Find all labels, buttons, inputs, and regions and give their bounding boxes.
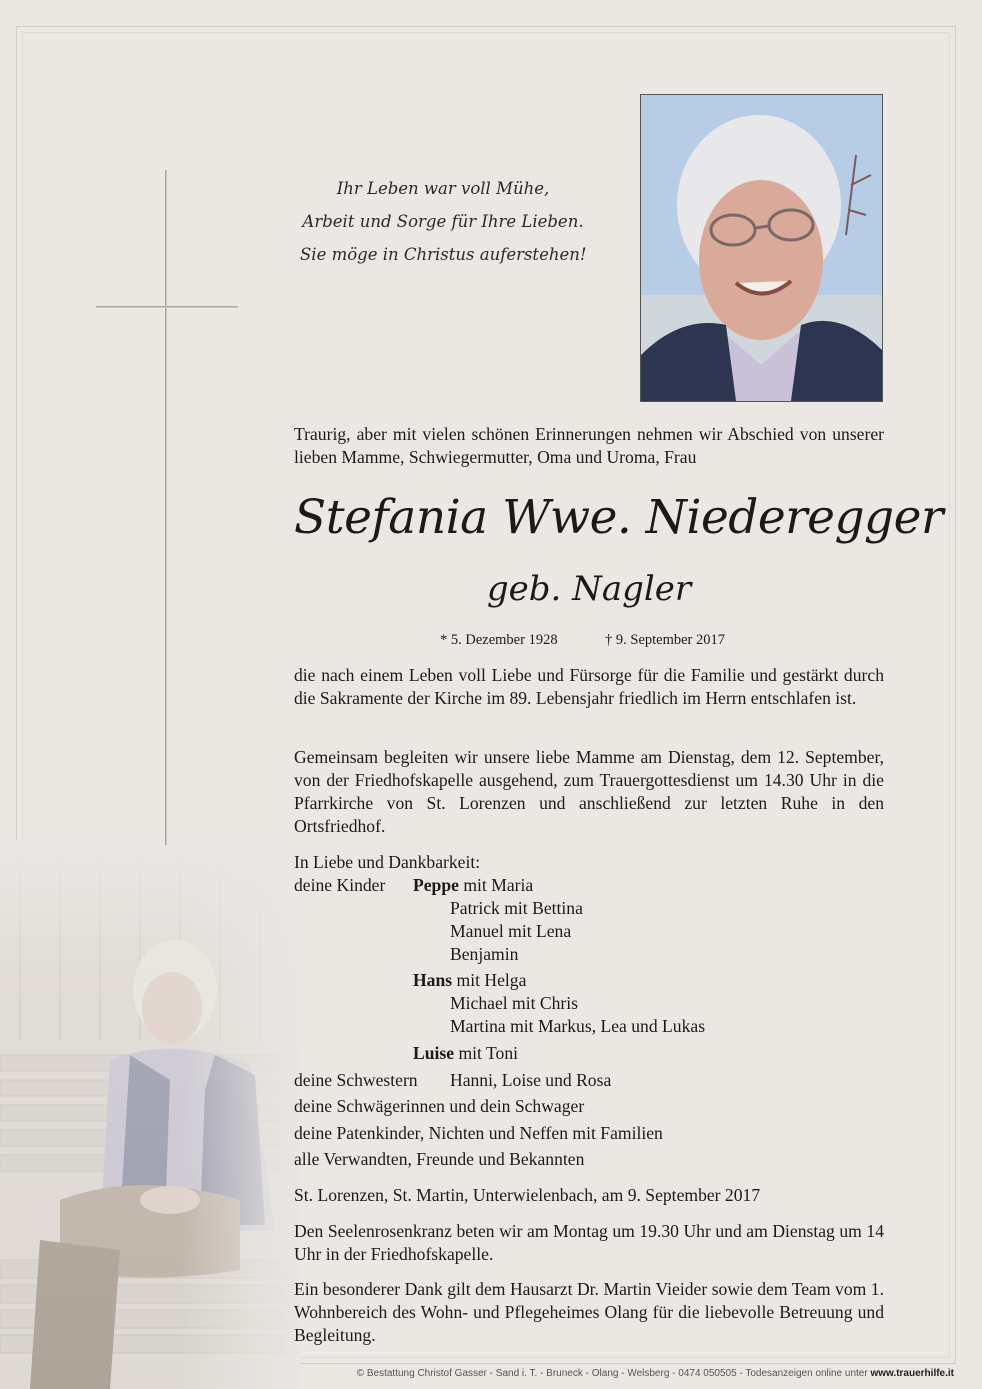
rosary-text: Den Seelenrosenkranz beten wir am Montag um 19.30 Uhr und am Dienstag um 14 Uhr in der Friedhofskapelle.: [294, 1221, 884, 1264]
family-partner: mit Maria: [463, 875, 534, 895]
portrait-photo: [640, 94, 883, 402]
family-member: Martina mit Markus, Lea und Lukas: [450, 1016, 706, 1036]
children-label: deine Kinder: [294, 875, 386, 895]
quote-line: Arbeit und Sorge für Ihre Lieben.: [302, 212, 584, 231]
family-head-name: Peppe: [413, 875, 459, 895]
footer-url[interactable]: www.trauerhilfe.it: [870, 1368, 954, 1379]
family-head-name: Hans: [413, 970, 453, 990]
intro-text: Traurig, aber mit vielen schönen Erinnerungen nehmen wir Abschied von unserer lieben Mamme, Schwiegermutter, Oma und Uroma, Frau: [294, 424, 884, 467]
deceased-name: Stefania Wwe. Niederegger: [294, 490, 943, 545]
footer: [290, 1367, 954, 1381]
death-date: † 9. September 2017: [605, 632, 726, 648]
cross-vertical-bar: [165, 170, 167, 845]
mourners-line: alle Verwandten, Freunde und Bekannten: [294, 1149, 585, 1169]
background-photo: [0, 840, 300, 1389]
maiden-name: geb. Nagler: [486, 569, 692, 609]
footer-text: © Bestattung Christof Gasser - Sand i. T. - Bruneck - Olang - Welsberg - 0474 050505 - Todesanzeigen online unter: [356, 1368, 868, 1379]
place-and-date: St. Lorenzen, St. Martin, Unterwielenbach, am 9. September 2017: [294, 1185, 761, 1205]
family-member: Michael mit Chris: [450, 993, 579, 1013]
family-hans: [413, 969, 526, 992]
birth-date: * 5. Dezember 1928: [440, 632, 558, 648]
quote-line: Sie möge in Christus auferstehen!: [300, 245, 587, 264]
sisters-label: deine Schwestern: [294, 1070, 418, 1090]
quote-line: Ihr Leben war voll Mühe,: [336, 179, 550, 198]
family-member: Manuel mit Lena: [450, 921, 572, 941]
family-partner: mit Toni: [458, 1043, 519, 1063]
mourners-line: deine Patenkinder, Nichten und Neffen mit Familien: [294, 1123, 663, 1143]
family-luise: [413, 1042, 518, 1065]
bench-photo-illustration: [0, 840, 300, 1389]
family-partner: mit Helga: [456, 970, 527, 990]
portrait-illustration: [641, 95, 882, 401]
sisters-names: Hanni, Loise und Rosa: [450, 1070, 612, 1090]
cross-horizontal-bar: [96, 306, 238, 308]
paragraph-funeral: Gemeinsam begleiten wir unsere liebe Mamme am Dienstag, dem 12. September, von der Friedhofskapelle ausgehend, zum Trauergottesdienst um 14.30 Uhr in die Pfarrkirche von St. Lorenzen und anschließend zur letzten Ruhe in den Ortsfriedhof.: [294, 747, 884, 836]
family-head-name: Luise: [413, 1043, 455, 1063]
paragraph-passing: die nach einem Leben voll Liebe und Fürsorge für die Familie und gestärkt durch die Sakramente der Kirche im 89. Lebensjahr friedlich im Herrn entschlafen ist.: [294, 665, 884, 708]
family-member: Patrick mit Bettina: [450, 898, 583, 918]
thanks-text: Ein besonderer Dank gilt dem Hausarzt Dr. Martin Vieider sowie dem Team vom 1. Wohnbereich des Wohn- und Pflegeheimes Olang für die liebevolle Betreuung und Begleitung.: [294, 1279, 884, 1345]
memorial-quote: [300, 172, 586, 271]
family-peppe: [413, 874, 533, 897]
mourners-heading: In Liebe und Dankbarkeit:: [294, 852, 481, 872]
mourners-line: deine Schwägerinnen und dein Schwager: [294, 1096, 585, 1116]
family-member: Benjamin: [450, 944, 519, 964]
